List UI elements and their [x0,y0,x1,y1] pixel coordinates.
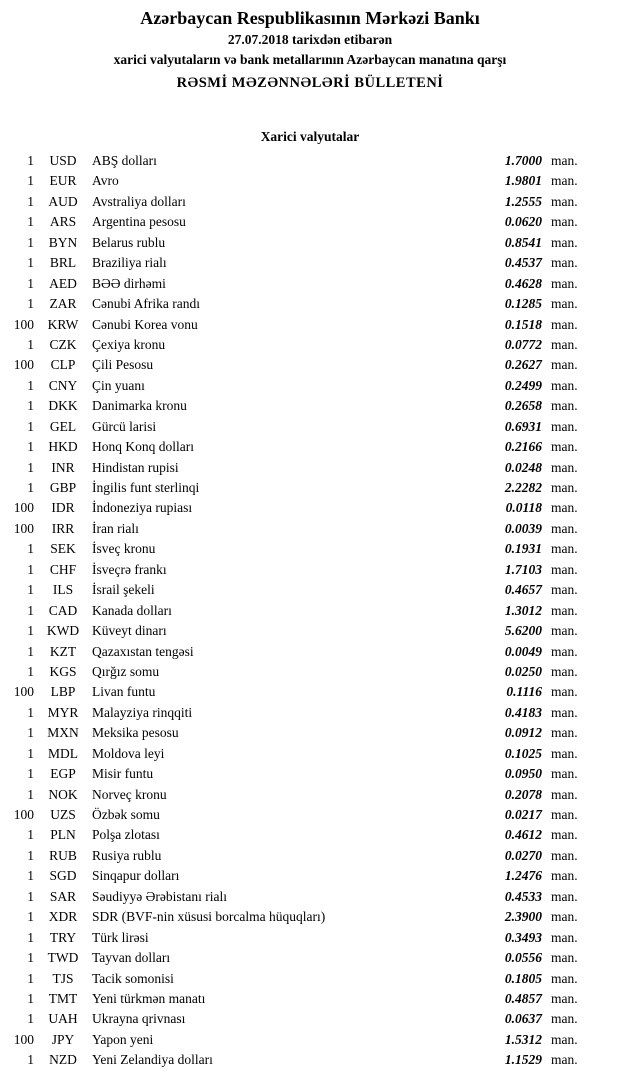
currency-name: Moldova leyi [92,745,165,761]
rate-value: 1.1529 [504,1052,542,1068]
unit-label: man. [551,786,578,802]
currency-name: İsveçrə frankı [92,561,167,577]
currency-name: İsveç kronu [92,541,156,557]
currency-quantity: 1 [27,255,34,271]
rate-value: 0.0270 [504,847,542,863]
rate-value: 0.4857 [504,990,542,1006]
rate-row [0,948,620,968]
rate-value: 1.2555 [504,193,542,209]
currency-quantity: 1 [27,296,34,312]
rate-row [0,703,620,723]
currency-quantity: 1 [27,950,34,966]
currency-code: JPY [51,1031,75,1047]
currency-code: MYR [47,704,79,720]
currency-quantity: 1 [27,970,34,986]
rate-value: 0.1805 [504,970,542,986]
currency-quantity: 1 [27,725,34,741]
currency-name: Sinqapur dolları [92,868,180,884]
unit-label: man. [551,377,578,393]
currency-name: Yeni türkmən manatı [92,990,206,1006]
currency-code: TMT [48,990,78,1006]
unit-label: man. [551,929,578,945]
currency-name: Qırğız somu [92,663,160,679]
currency-quantity: 100 [13,500,34,516]
unit-label: man. [551,847,578,863]
rate-row [0,682,620,702]
currency-quantity: 1 [27,909,34,925]
currency-code: CZK [49,336,77,352]
currency-name: Norveç kronu [92,786,167,802]
unit-label: man. [551,439,578,455]
rate-value: 0.1116 [506,684,542,700]
unit-label: man. [551,336,578,352]
unit-label: man. [551,255,578,271]
currency-quantity: 1 [27,990,34,1006]
rate-value: 0.1285 [504,296,542,312]
currency-quantity: 1 [27,766,34,782]
currency-name: Danimarka kronu [92,398,187,414]
currency-code: KRW [47,316,79,332]
currency-code: PLN [50,827,76,843]
currency-code: EGP [50,766,76,782]
rate-value: 5.6200 [504,623,542,639]
unit-label: man. [551,1052,578,1068]
currency-code: IDR [51,500,75,516]
unit-label: man. [551,296,578,312]
rate-row [0,253,620,273]
currency-code: AUD [48,193,78,209]
currency-quantity: 1 [27,868,34,884]
rate-row [0,437,620,457]
currency-quantity: 1 [27,336,34,352]
rate-value: 0.4657 [504,582,542,598]
rate-row [0,928,620,948]
rate-value: 0.1518 [504,316,542,332]
currency-name: BƏƏ dirhəmi [92,275,166,291]
currency-quantity: 100 [13,316,34,332]
currency-quantity: 1 [27,582,34,598]
rate-value: 0.0556 [504,950,542,966]
currency-code: TRY [49,929,77,945]
currency-quantity: 1 [27,663,34,679]
currency-quantity: 1 [27,643,34,659]
currency-quantity: 100 [13,807,34,822]
currency-quantity: 1 [27,602,34,618]
rate-row [0,478,620,498]
effective-date-line: 27.07.2018 tarixdən etibarən [227,32,393,47]
bank-name: Azərbaycan Respublikasının Mərkəzi Bankı [140,8,480,28]
rate-value: 1.2476 [504,868,542,884]
currency-name: SDR (BVF-nin xüsusi borcalma hüquqları) [92,909,326,925]
rate-value: 0.4537 [504,255,542,271]
currency-quantity: 1 [27,173,34,189]
rate-value: 0.8541 [504,234,542,250]
currency-quantity: 1 [27,704,34,720]
currency-name: İsrail şekeli [92,582,155,598]
unit-label: man. [551,541,578,557]
currency-name: Argentina pesosu [92,214,186,230]
currency-code: GEL [49,418,77,434]
unit-label: man. [551,193,578,209]
unit-label: man. [551,888,578,904]
rate-value: 0.2658 [504,398,542,414]
rate-row [0,723,620,743]
rate-value: 1.9801 [504,173,542,189]
rate-value: 0.0912 [504,725,542,741]
currency-name: Qazaxıstan tengəsi [92,643,194,659]
currency-name: İndoneziya rupiası [92,500,193,516]
unit-label: man. [551,684,578,700]
rate-row [0,294,620,314]
unit-label: man. [551,234,578,250]
rate-row [0,417,620,437]
currency-quantity: 1 [27,439,34,455]
currency-name: Kanada dolları [92,602,172,618]
currency-quantity: 100 [13,684,34,700]
currency-code: GBP [49,480,77,495]
currency-quantity: 1 [27,418,34,434]
unit-label: man. [551,561,578,577]
unit-label: man. [551,500,578,516]
currency-code: BYN [48,234,78,250]
rate-value: 0.0620 [504,214,542,230]
currency-quantity: 1 [27,480,34,495]
unit-label: man. [551,418,578,434]
currency-code: ARS [49,214,77,230]
currency-name: Avro [92,173,119,189]
rate-row [0,601,620,621]
unit-label: man. [551,970,578,986]
rate-row [0,887,620,907]
bulletin-title: RƏSMİ MƏZƏNNƏLƏRİ BÜLLETENİ [176,75,444,91]
currency-code: CAD [48,602,78,618]
currency-code: KZT [49,643,77,659]
rate-row [0,846,620,866]
rate-value: 1.3012 [504,602,542,618]
currency-quantity: 1 [27,398,34,414]
rate-value: 1.7103 [504,561,542,577]
rate-row [0,233,620,253]
currency-quantity: 1 [27,745,34,761]
rate-row [0,315,620,335]
unit-label: man. [551,950,578,966]
unit-label: man. [551,459,578,475]
rate-row [0,1050,620,1070]
currency-code: BRL [49,255,77,271]
currency-quantity: 100 [13,520,34,536]
rate-value: 0.4533 [504,888,542,904]
rate-value: 0.4628 [504,275,542,291]
rate-value: 0.0772 [504,336,542,352]
unit-label: man. [551,1011,578,1027]
rate-value: 0.6931 [504,418,542,434]
currency-code: SEK [50,541,76,557]
currency-name: Belarus rublu [92,234,166,250]
currency-code: KWD [46,623,80,639]
currency-quantity: 1 [27,541,34,557]
unit-label: man. [551,807,578,822]
rate-row [0,580,620,600]
currency-code: USD [49,153,77,168]
currency-code: HKD [48,439,78,455]
currency-name: Çexiya kronu [92,336,166,352]
unit-label: man. [551,398,578,414]
rate-value: 0.3493 [504,929,542,945]
rate-row [0,519,620,539]
rate-value: 0.0039 [504,520,542,536]
currency-code: KGS [49,663,77,679]
currency-quantity: 1 [27,153,34,168]
rate-value: 0.0950 [504,766,542,782]
currency-name: Polşa zlotası [92,827,160,843]
rate-value: 0.2499 [504,377,542,393]
rate-row [0,335,620,355]
rate-value: 0.2166 [504,439,542,455]
currency-name: Tacik somonisi [92,970,174,986]
currency-quantity: 100 [13,1031,34,1047]
rate-row [0,662,620,682]
currency-quantity: 1 [27,786,34,802]
rate-row [0,805,620,825]
currency-name: Türk lirəsi [92,929,149,945]
rate-value: 0.0637 [504,1011,542,1027]
unit-label: man. [551,357,578,373]
currency-name: İngilis funt sterlinqi [92,480,200,495]
unit-label: man. [551,480,578,495]
currency-code: SAR [49,888,77,904]
currency-code: NZD [49,1052,77,1068]
bulletin-subtitle: xarici valyutaların və bank metallarının Azərbaycan manatına qarşı [113,52,507,67]
rate-row [0,212,620,232]
unit-label: man. [551,214,578,230]
currency-quantity: 1 [27,275,34,291]
rate-row [0,355,620,375]
currency-name: Livan funtu [92,684,156,700]
currency-name: Gürcü larisi [92,418,157,434]
unit-label: man. [551,745,578,761]
currency-quantity: 1 [27,888,34,904]
rate-row [0,498,620,518]
unit-label: man. [551,643,578,659]
unit-label: man. [551,1031,578,1047]
rate-value: 0.0118 [505,500,542,516]
currency-code: ILS [52,582,74,598]
exchange-rates-table [0,151,620,1071]
currency-code: DKK [48,398,78,414]
currency-name: İran rialı [92,520,139,536]
rate-value: 0.0217 [504,807,542,822]
currency-name: Tayvan dolları [92,950,171,966]
currency-name: Hindistan rupisi [92,459,179,475]
currency-code: IRR [51,520,75,536]
rate-value: 0.0049 [504,643,542,659]
rate-value: 0.2627 [504,357,542,373]
rate-value: 0.1931 [504,541,542,557]
currency-name: Küveyt dinarı [92,623,167,639]
currency-name: Cənubi Korea vonu [92,316,198,332]
rate-value: 1.5312 [504,1031,542,1047]
unit-label: man. [551,868,578,884]
unit-label: man. [551,520,578,536]
currency-code: CNY [48,377,78,393]
currency-quantity: 1 [27,1052,34,1068]
currency-name: Honq Konq dolları [92,439,194,455]
unit-label: man. [551,704,578,720]
currency-name: Yapon yeni [92,1031,154,1047]
currency-code: INR [51,459,75,475]
rate-value: 0.0248 [504,459,542,475]
rate-value: 0.4612 [504,827,542,843]
currency-code: LBP [50,684,76,700]
currency-name: Misir funtu [92,766,154,782]
rate-row [0,785,620,805]
currency-name: Braziliya rialı [92,255,167,271]
currency-code: CLP [50,357,76,373]
rate-row [0,866,620,886]
currency-quantity: 1 [27,234,34,250]
currency-code: AED [49,275,77,291]
rate-row [0,969,620,989]
currency-name: Səudiyyə Ərəbistanı rialı [92,888,227,904]
currency-name: Avstraliya dolları [92,193,186,209]
rate-value: 2.3900 [504,909,542,925]
unit-label: man. [551,663,578,679]
currency-code: TJS [52,970,74,986]
currency-name: Çin yuanı [92,377,145,393]
rate-value: 2.2282 [504,480,542,495]
rate-row [0,151,620,171]
rate-value: 0.1025 [504,745,542,761]
unit-label: man. [551,602,578,618]
rate-row [0,744,620,764]
currency-name: Malayziya rinqqiti [92,704,193,720]
rate-row [0,764,620,784]
currency-code: ZAR [49,296,77,312]
currency-quantity: 1 [27,377,34,393]
unit-label: man. [551,725,578,741]
rate-row [0,274,620,294]
currency-quantity: 1 [27,561,34,577]
currency-quantity: 1 [27,847,34,863]
rate-row [0,825,620,845]
rate-row [0,539,620,559]
rate-value: 0.4183 [504,704,542,720]
rate-row [0,621,620,641]
rate-row [0,171,620,191]
currency-name: Yeni Zelandiya dolları [92,1052,213,1068]
currency-name: ABŞ dolları [92,153,157,168]
rate-value: 1.7000 [504,153,542,168]
unit-label: man. [551,275,578,291]
rate-row [0,1030,620,1050]
unit-label: man. [551,582,578,598]
rate-row [0,376,620,396]
rate-value: 0.2078 [504,786,542,802]
currency-code: XDR [48,909,78,925]
currency-name: Meksika pesosu [92,725,179,741]
currency-code: RUB [49,847,77,863]
rate-row [0,642,620,662]
currency-code: UAH [48,1011,78,1027]
rate-row [0,1009,620,1029]
currency-code: TWD [47,950,79,966]
currency-code: MXN [47,725,79,741]
unit-label: man. [551,153,578,168]
currency-code: MDL [48,745,78,761]
unit-label: man. [551,990,578,1006]
rate-row [0,560,620,580]
currency-name: Özbək somu [92,807,160,822]
rate-row [0,458,620,478]
rate-row [0,907,620,927]
rate-value: 0.0250 [504,663,542,679]
unit-label: man. [551,766,578,782]
rate-row [0,989,620,1009]
currency-name: Ukrayna qrivnası [92,1011,186,1027]
currency-code: NOK [48,786,78,802]
currency-code: UZS [50,807,76,822]
unit-label: man. [551,827,578,843]
currency-quantity: 1 [27,459,34,475]
unit-label: man. [551,623,578,639]
currency-code: EUR [49,173,77,189]
currency-name: Çili Pesosu [92,357,154,373]
currency-code: SGD [49,868,77,884]
currency-quantity: 1 [27,1011,34,1027]
rate-row [0,396,620,416]
currency-name: Rusiya rublu [92,847,162,863]
currency-quantity: 1 [27,827,34,843]
unit-label: man. [551,316,578,332]
unit-label: man. [551,909,578,925]
currency-name: Cənubi Afrika randı [92,296,200,312]
currency-code: CHF [49,561,77,577]
section-title-foreign-currencies: Xarici valyutalar [260,129,360,144]
currency-quantity: 1 [27,929,34,945]
currency-quantity: 1 [27,214,34,230]
currency-quantity: 1 [27,193,34,209]
rate-row [0,192,620,212]
currency-quantity: 1 [27,623,34,639]
currency-quantity: 100 [13,357,34,373]
unit-label: man. [551,173,578,189]
